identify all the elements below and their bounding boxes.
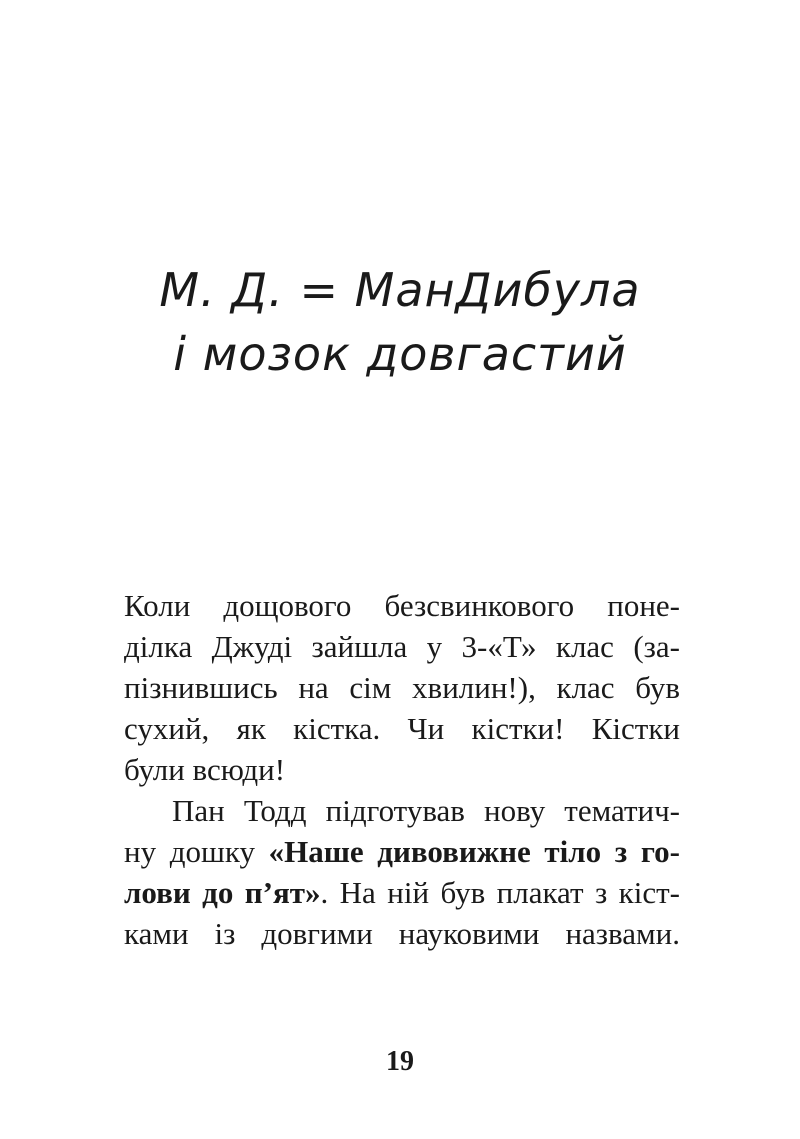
body-text — [124, 585, 680, 954]
text-line — [124, 872, 680, 913]
text-span: ну дошку — [124, 834, 269, 869]
text-line: сухий, як кістка. Чи кістки! Кістки — [124, 711, 680, 746]
chapter-title-line-2: і мозок довгастий — [173, 327, 627, 381]
text-line: пізнившись на сім хвилин!), клас був — [124, 670, 680, 705]
page-number: 19 — [386, 1046, 414, 1077]
text-line — [124, 831, 680, 872]
text-line: ками із довгими науковими назвами. — [124, 916, 680, 951]
chapter-title-line-1: М. Д. = МанДибула — [159, 263, 641, 317]
bold-title-span: «Наше дивовижне тіло з го- — [268, 834, 680, 869]
chapter-title — [0, 258, 800, 386]
text-line: були всюди! — [124, 752, 286, 787]
text-line: Коли дощового безсвинкового поне- — [124, 588, 680, 623]
bold-title-span: лови до п’ят» — [124, 875, 321, 910]
text-line: ділка Джуді зайшла у 3-«Т» клас (за- — [124, 629, 680, 664]
paragraph-1 — [124, 585, 680, 790]
text-span: . На ній був плакат з кіст- — [320, 875, 680, 910]
text-line: Пан Тодд підготував нову тематич- — [172, 793, 680, 828]
paragraph-2 — [124, 790, 680, 954]
